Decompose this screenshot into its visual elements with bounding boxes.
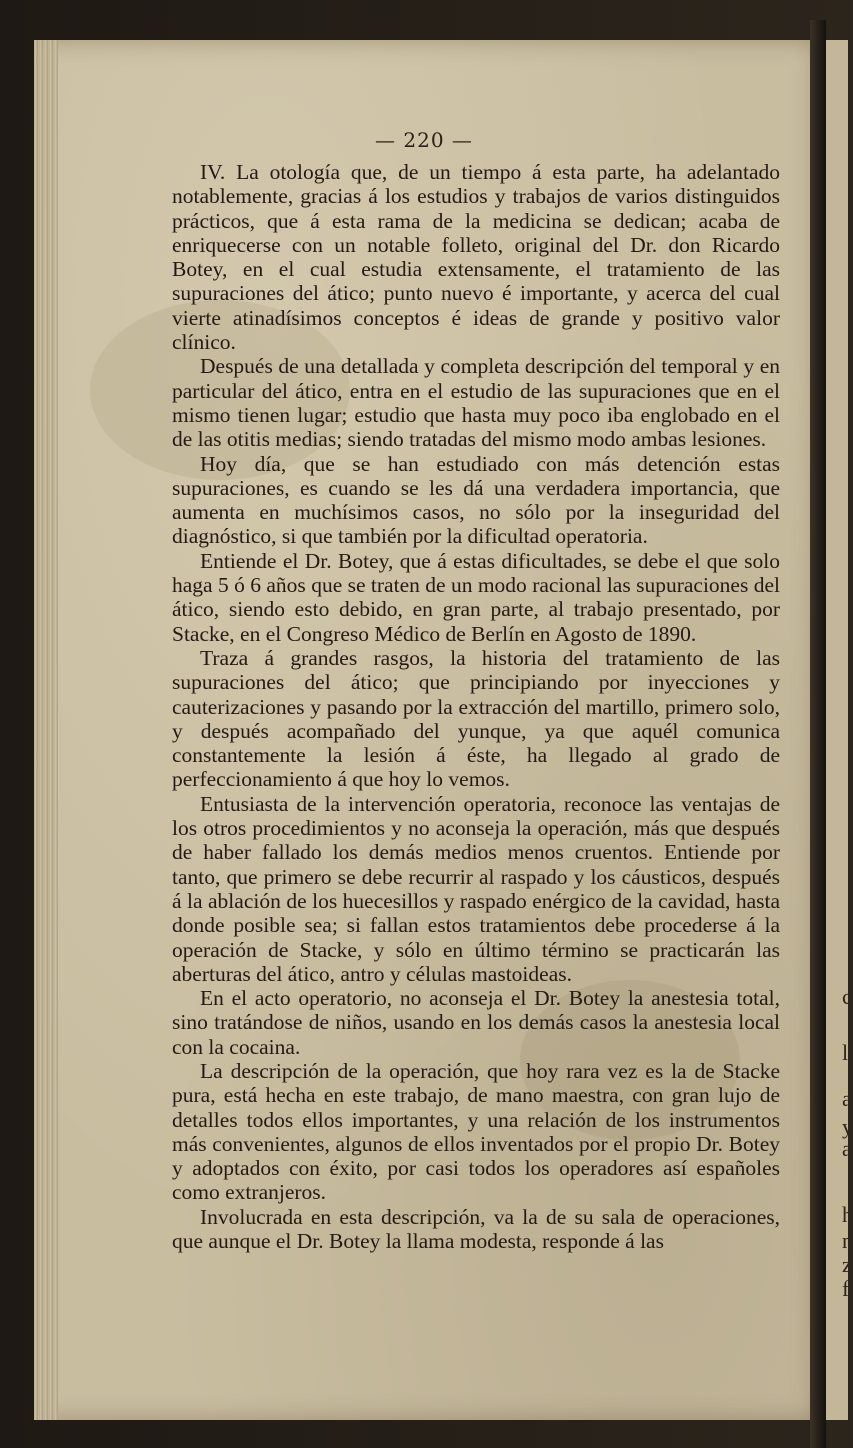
book-gutter (810, 20, 826, 1448)
next-page-fragment: n (842, 1228, 853, 1253)
paragraph: Traza á grandes rasgos, la historia del tratamiento de las supuraciones del ático; que principiando por inyecciones y cauterizaciones y pasando por la extracción del martillo, primero solo, y después acompañado del yunque, ya que aquél comunica constantemente la lesión á éste, ha llegado al grado de perfeccionamiento á que hoy lo vemos. (172, 645, 780, 792)
next-page-edge (826, 40, 853, 1420)
paragraph: En el acto operatorio, no aconseja el Dr. Botey la anestesia total, sino tratándose de niños, usando en los demás casos la anestesia local con la cocaina. (172, 986, 780, 1059)
next-page-fragment: a (842, 1136, 852, 1161)
next-page-fragment: a (842, 1086, 852, 1111)
next-page-fragment: c (842, 984, 852, 1009)
paragraph: Hoy día, que se han estudiado con más detención estas supuraciones, es cuando se les dá una verdadera importancia, que aumenta en muchísimos casos, no sólo por la inseguridad del diagnóstico, si que también por la dificultad operatoria. (172, 451, 780, 549)
body-text (172, 160, 780, 1253)
next-page-fragment: h (842, 1202, 853, 1227)
page-edge-stack (34, 40, 58, 1420)
page-number: — 220 — (375, 128, 473, 152)
paragraph: Después de una detallada y completa descripción del temporal y en particular del ático, entra en el estudio de las supuraciones que en el mismo tienen lugar; estudio que hasta muy poco iba englobado en el de las otitis medias; siendo tratadas del mismo modo ambas lesiones. (172, 354, 780, 452)
next-page-fragment: f (842, 1276, 850, 1301)
paragraph: La descripción de la operación, que hoy rara vez es la de Stacke pura, está hecha en este trabajo, de mano maestra, con gran lujo de detalles todos ellos importantes, y una relación de los instrumentos más convenientes, algunos de ellos inventados por el propio Dr. Botey y adoptados con éxito, por casi todos los operadores así españoles como extranjeros. (172, 1058, 780, 1205)
paragraph: Involucrada en esta descripción, va la de su sala de operaciones, que aunque el Dr. Botey la llama modesta, responde á las (172, 1204, 780, 1254)
next-page-fragment: l (842, 1040, 849, 1065)
paragraph: Entiende el Dr. Botey, que á estas dificultades, se debe el que solo haga 5 ó 6 años que se traten de un modo racional las supuraciones del ático, siendo esto debido, en gran parte, al trabajo presentado, por Stacke, en el Congreso Médico de Berlín en Agosto de 1890. (172, 548, 780, 646)
next-page-fragment: z (842, 1252, 852, 1277)
paragraph: Entusiasta de la intervención operatoria, reconoce las ventajas de los otros procedimientos y no aconseja la operación, más que después de haber fallado los demás medios menos cruentos. Entiende por tanto, que primero se debe recurrir al raspado y los cáusticos, después á la ablación de los huecesillos y raspado enérgico de la cavidad, hasta donde posible sea; si fallan estos tratamientos debe procederse á la operación de Stacke, y sólo en último término se practicarán las aberturas del ático, antro y células mastoideas. (172, 791, 780, 986)
next-page-fragment: y (842, 1114, 853, 1139)
paragraph: IV. La otología que, de un tiempo á esta parte, ha adelantado notablemente, gracias á los estudios y trabajos de varios distinguidos prácticos, que á esta rama de la medicina se dedican; acaba de enriquecerse con un notable folleto, original del Dr. don Ricardo Botey, en el cual estudia extensamente, el tratamiento de las supuraciones del ático; punto nuevo é importante, y acerca del cual vierte atinadísimos conceptos é ideas de grande y positivo valor clínico. (172, 160, 780, 355)
